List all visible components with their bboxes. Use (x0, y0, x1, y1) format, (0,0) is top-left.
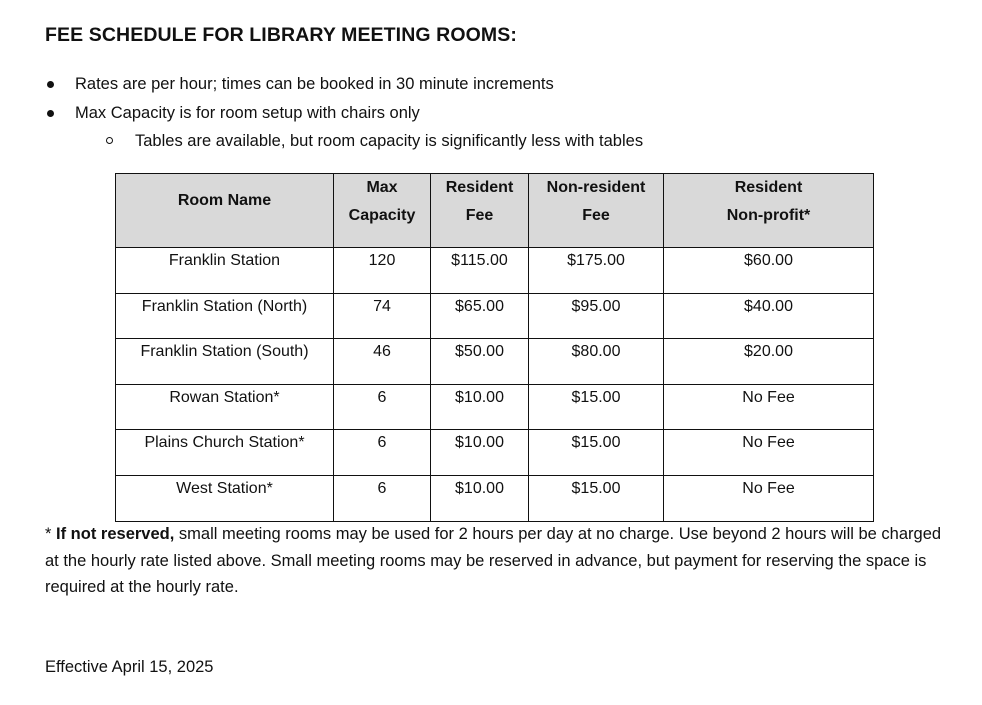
footnote-marker: * (45, 525, 57, 543)
cell-room-name: Franklin Station (116, 248, 334, 294)
bullet-text: Rates are per hour; times can be booked in 30 minute increments (75, 75, 554, 93)
cell-capacity: 6 (334, 430, 431, 476)
header-label: Fee (582, 207, 610, 224)
cell-capacity: 6 (334, 475, 431, 521)
table-row (116, 475, 874, 521)
header-label: Max (366, 179, 398, 196)
cell-nonresident-fee: $15.00 (529, 384, 664, 430)
cell-nonresident-fee: $15.00 (529, 475, 664, 521)
header-label: Non-resident (546, 179, 646, 196)
table-row (116, 430, 874, 476)
table-row (116, 384, 874, 430)
cell-capacity: 74 (334, 293, 431, 339)
header-label: Non-profit* (726, 207, 811, 224)
list-item (45, 72, 945, 101)
page-title: FEE SCHEDULE FOR LIBRARY MEETING ROOMS: (45, 24, 517, 46)
cell-nonresident-fee: $80.00 (529, 339, 664, 385)
cell-resident-fee: $50.00 (431, 339, 529, 385)
cell-resident-nonprofit: $40.00 (664, 293, 874, 339)
cell-resident-nonprofit: $20.00 (664, 339, 874, 385)
cell-room-name: West Station* (116, 475, 334, 521)
cell-resident-nonprofit: $60.00 (664, 248, 874, 294)
table-row (116, 248, 874, 294)
table-header-row (116, 174, 874, 248)
footnote-text: small meeting rooms may be used for 2 hours per day at no charge. Use beyond 2 hours will be charged at the hourly rate listed above. Small meeting rooms may be reserved in advance, but payment for reserving the space is required at the hourly rate. (45, 525, 942, 596)
cell-nonresident-fee: $175.00 (529, 248, 664, 294)
cell-nonresident-fee: $95.00 (529, 293, 664, 339)
header-room-name (116, 174, 334, 248)
sub-bullet-text: Tables are available, but room capacity is significantly less with tables (135, 132, 644, 150)
hollow-bullet-icon (106, 137, 113, 144)
table-row (116, 339, 874, 385)
header-nonresident-fee (529, 174, 664, 248)
cell-room-name: Plains Church Station* (116, 430, 334, 476)
header-label: Capacity (348, 207, 416, 224)
cell-resident-fee: $115.00 (431, 248, 529, 294)
cell-resident-fee: $10.00 (431, 384, 529, 430)
header-label: Room Name (177, 192, 272, 209)
cell-room-name: Franklin Station (North) (116, 293, 334, 339)
bullet-icon (47, 81, 54, 88)
cell-capacity: 46 (334, 339, 431, 385)
header-resident-fee (431, 174, 529, 248)
cell-resident-fee: $65.00 (431, 293, 529, 339)
cell-resident-fee: $10.00 (431, 475, 529, 521)
bullet-text: Max Capacity is for room setup with chairs only (75, 103, 420, 122)
cell-capacity: 120 (334, 248, 431, 294)
cell-room-name: Rowan Station* (116, 384, 334, 430)
effective-date: Effective April 15, 2025 (45, 658, 214, 676)
cell-nonresident-fee: $15.00 (529, 430, 664, 476)
bullet-icon (47, 110, 54, 117)
header-max-capacity (334, 174, 431, 248)
notes-list (45, 72, 945, 158)
header-label: Resident (734, 179, 803, 196)
table-row (116, 293, 874, 339)
cell-resident-nonprofit: No Fee (664, 475, 874, 521)
sub-list-item (45, 129, 945, 158)
cell-room-name: Franklin Station (South) (116, 339, 334, 385)
list-item (45, 101, 945, 130)
cell-resident-nonprofit: No Fee (664, 384, 874, 430)
cell-resident-fee: $10.00 (431, 430, 529, 476)
cell-resident-nonprofit: No Fee (664, 430, 874, 476)
footnote (45, 521, 955, 601)
cell-capacity: 6 (334, 384, 431, 430)
header-label: Fee (465, 207, 494, 224)
header-resident-nonprofit (664, 174, 874, 248)
header-label: Resident (445, 179, 514, 196)
fee-table (115, 173, 874, 522)
footnote-bold-lead: If not reserved, (56, 525, 175, 543)
